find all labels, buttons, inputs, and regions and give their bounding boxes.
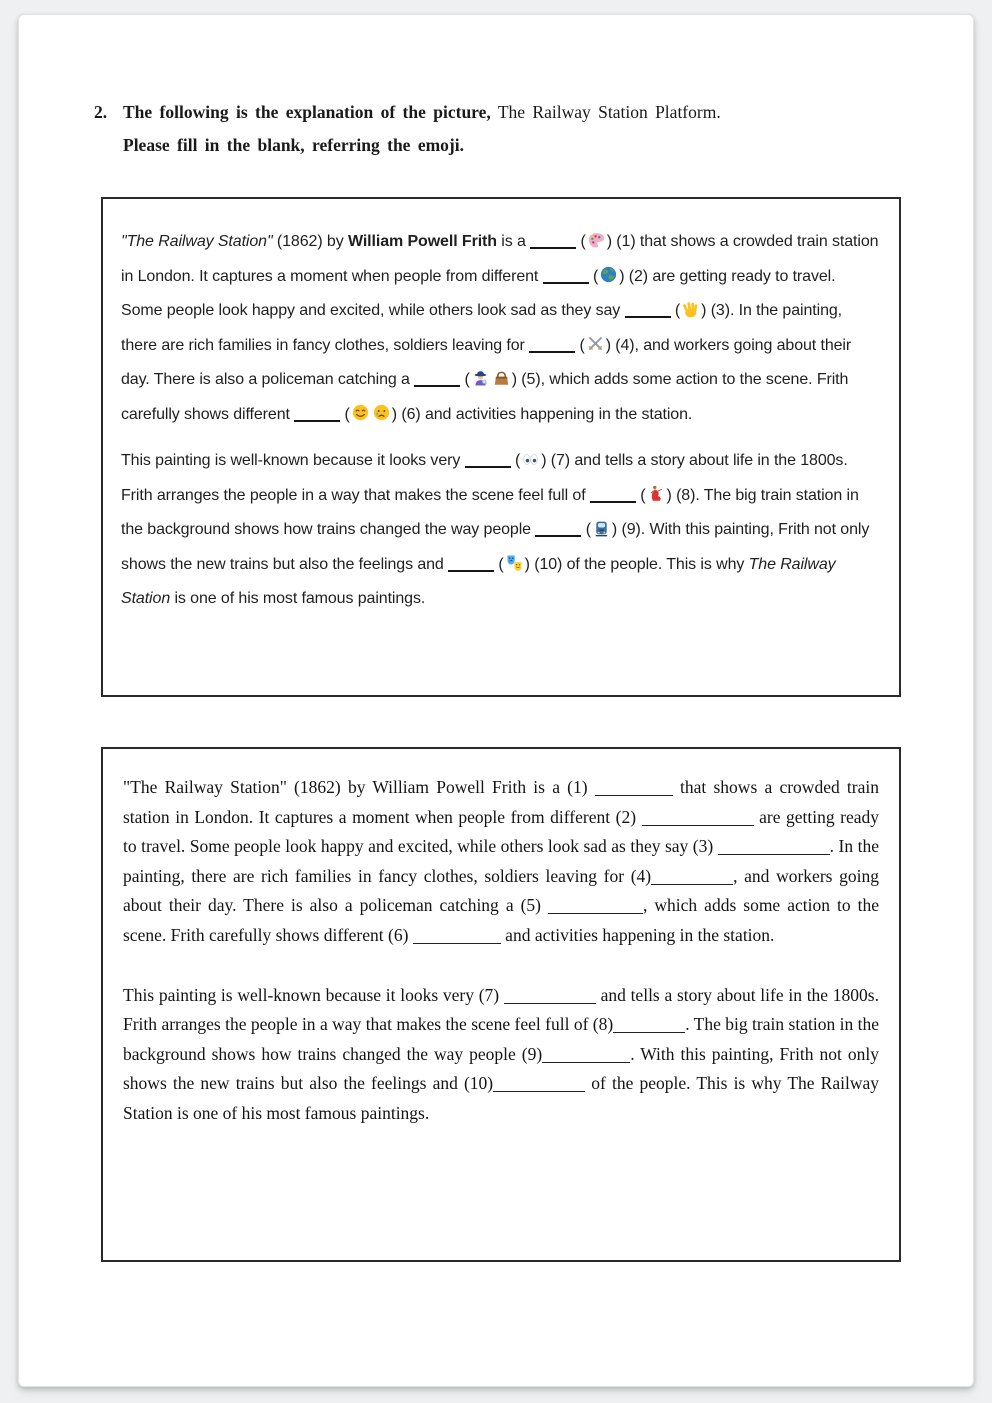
- handbag-emoji: [492, 369, 511, 388]
- text-segment: ) (3). In the painting, there are rich families in fancy clothes, soldiers leaving for: [121, 302, 843, 354]
- blank-line: [413, 928, 501, 944]
- text-segment: ) (5), which adds some action to the scene. Frith carefully shows different: [121, 371, 849, 423]
- paragraph: [123, 981, 879, 1129]
- text-segment: . In the painting, there are rich families in fancy clothes, soldiers leaving for (4): [123, 836, 879, 886]
- text-segment: . The big train station in the background shows how trains changed the way people (9): [123, 1014, 879, 1064]
- text-segment: The Railway Station: [121, 555, 836, 607]
- sad-tear-face-emoji: [372, 403, 391, 422]
- text-segment: (: [510, 452, 521, 469]
- text-segment: (: [581, 521, 591, 538]
- blank-line: [642, 810, 754, 826]
- question-intro: The following is the explanation of the picture,: [123, 102, 491, 122]
- text-segment: This painting is well-known because it looks very (7): [123, 984, 504, 1005]
- text-segment: ) (6) and activities happening in the station.: [391, 405, 693, 423]
- globe-emoji: [599, 265, 618, 284]
- blank-line: [414, 371, 460, 387]
- text-segment: "The Railway Station": [121, 233, 273, 250]
- blank-line: [535, 521, 581, 537]
- text-segment: (: [340, 405, 350, 423]
- blank-line: [493, 1076, 585, 1092]
- blank-line: [448, 556, 494, 572]
- worksheet-page: [18, 14, 974, 1387]
- blank-line: [595, 780, 673, 796]
- text-segment: (: [576, 233, 586, 250]
- text-segment: ) (8). The big train station in the background shows how trains changed the way people: [121, 486, 859, 538]
- blank-line: [613, 1017, 685, 1033]
- text-segment: , and workers going about their day. There is also a policeman catching a (5): [123, 865, 879, 916]
- fill-in-blank-box: [101, 747, 901, 1262]
- blank-line: [590, 487, 636, 503]
- text-segment: "The Railway Station" (1862) by William Powell Frith is a (1): [123, 777, 595, 797]
- blank-line: [625, 302, 671, 318]
- text-segment: ) (7) and tells a story about life in the 1800s. Frith arranges the people in a way that makes the scene feel full of: [121, 452, 848, 504]
- paragraph: [123, 773, 879, 951]
- text-segment: are getting ready to travel. Some people look happy and excited, while others look sad as they say (3): [123, 806, 880, 857]
- question-number: 2.: [94, 102, 108, 122]
- blank-line: [542, 1047, 630, 1063]
- text-segment: and activities happening in the station.: [500, 924, 775, 945]
- question-text: [123, 96, 721, 129]
- eyes-emoji: [521, 450, 540, 469]
- text-segment: (: [635, 486, 646, 504]
- blank-line: [718, 839, 830, 855]
- text-segment: that shows a crowded train station in London. It captures a moment when people from different (2): [123, 777, 880, 827]
- performing-arts-emoji: [505, 553, 524, 572]
- waving-hand-emoji: [681, 300, 700, 319]
- train-emoji: [592, 519, 611, 538]
- question-instruction: Please fill in the blank, referring the emoji.: [123, 135, 464, 155]
- text-segment: (: [588, 267, 599, 285]
- text-segment: (: [460, 371, 470, 388]
- smiling-face-emoji: [351, 403, 370, 422]
- blank-line: [651, 869, 733, 885]
- blank-line: [504, 988, 596, 1004]
- paragraph: [121, 225, 881, 432]
- text-segment: (1862) by: [272, 233, 348, 250]
- text-segment: (: [670, 302, 681, 319]
- blank-line: [530, 233, 576, 249]
- blank-line: [465, 452, 511, 468]
- text-segment: is a: [496, 233, 531, 250]
- text-segment: ) (10) of the people. This is why: [524, 555, 749, 573]
- question-heading: [94, 96, 913, 162]
- text-segment: ) (4), and workers going about their day. There is also a policeman catching a: [121, 336, 852, 388]
- text-segment: This painting is well-known because it looks very: [121, 452, 465, 469]
- dancer-emoji: [647, 484, 666, 503]
- blank-line: [294, 406, 340, 422]
- blank-line: [529, 337, 575, 353]
- text-segment: , which adds some action to the scene. Frith carefully shows different (6): [123, 895, 879, 945]
- text-segment: William Powell Frith: [347, 233, 497, 250]
- detective-emoji: [471, 369, 490, 388]
- emoji-explanation-box: [101, 197, 901, 697]
- blank-line: [543, 268, 589, 284]
- crossed-swords-emoji: [586, 334, 605, 353]
- text-segment: of the people. This is why The Railway Station is one of his most famous paintings.: [123, 1073, 879, 1123]
- text-segment: ) (9). With this painting, Frith not only shows the new trains but also the feelings and: [121, 521, 870, 573]
- text-segment: and tells a story about life in the 1800s. Frith arranges the people in a way that makes the scene feel full of (8): [123, 984, 879, 1035]
- text-segment: (: [575, 336, 585, 354]
- text-segment: (: [494, 555, 504, 573]
- text-segment: ) (1) that shows a crowded train station in London. It captures a moment when people from different: [121, 233, 879, 285]
- palette-emoji: [587, 231, 606, 250]
- text-segment: ) (2) are getting ready to travel. Some people look happy and excited, while others look sad as they say: [121, 267, 836, 319]
- text-segment: is one of his most famous paintings.: [170, 590, 426, 607]
- text-segment: . With this painting, Frith not only shows the new trains but also the feelings and (10): [123, 1043, 879, 1094]
- picture-title: The Railway Station Platform.: [490, 102, 721, 122]
- blank-line: [548, 899, 643, 915]
- paragraph: [121, 444, 881, 617]
